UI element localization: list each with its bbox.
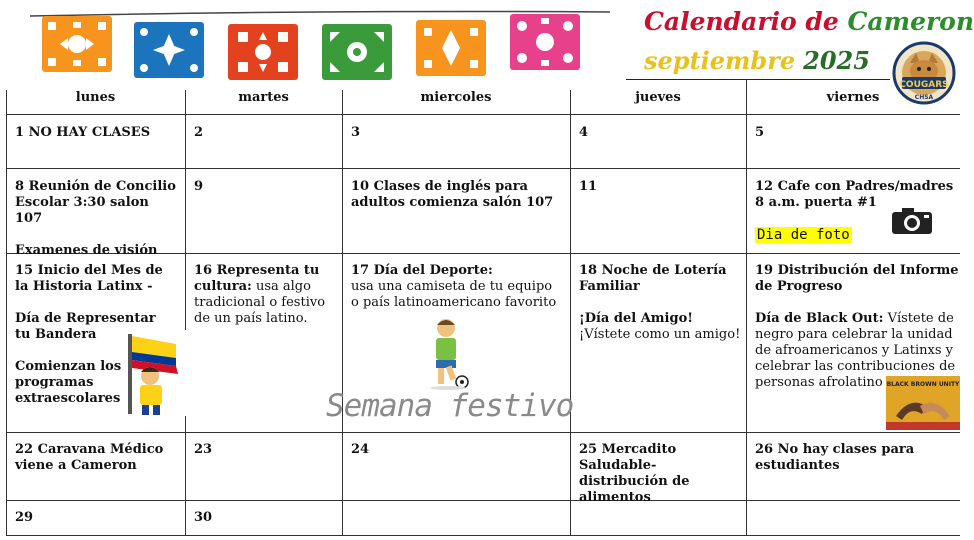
cell-sep-15-flag-day: Día de Representar tu Bandera bbox=[15, 311, 156, 342]
cell-sep-30 bbox=[194, 510, 212, 526]
logo-text: COUGARS bbox=[899, 80, 949, 90]
cell-sep-19-title: 19 Distribución del Informe de Progreso bbox=[755, 263, 959, 294]
cell-sep-22 bbox=[15, 442, 180, 474]
cell-sep-4 bbox=[579, 125, 588, 141]
cell-sep-29-text: 29 bbox=[15, 510, 34, 525]
cell-sep-17-text: usa una camiseta de tu equipo o país latinoamericano favorito bbox=[351, 279, 557, 310]
cell-sep-18-friend-day: ¡Día del Amigo! bbox=[579, 311, 693, 326]
cell-sep-11 bbox=[579, 179, 597, 195]
cell-sep-3-text: 3 bbox=[351, 125, 361, 140]
cell-sep-30-text: 30 bbox=[194, 510, 213, 525]
camera-icon bbox=[890, 206, 934, 236]
cell-sep-16-text: usa algo tradicional o festivo de un país latino. bbox=[194, 279, 326, 326]
cell-sep-29 bbox=[15, 510, 33, 526]
cell-sep-19-blackout: Día de Black Out: bbox=[755, 311, 884, 326]
poster-text: BLACK BROWN UNITY bbox=[886, 381, 960, 388]
cell-sep-9-text: 9 bbox=[194, 179, 204, 194]
title-word-calendario: Calendario bbox=[644, 7, 797, 36]
cell-sep-23-text: 23 bbox=[194, 442, 213, 457]
cell-sep-22-text: 22 Caravana Médico viene a Cameron bbox=[15, 442, 164, 473]
title-word-de: de bbox=[805, 7, 839, 36]
photo-day-badge: Dia de foto bbox=[757, 227, 850, 243]
cell-sep-26-text: 26 No hay clases para estudiantes bbox=[755, 442, 915, 473]
cell-sep-9 bbox=[194, 179, 203, 195]
cell-sep-3 bbox=[351, 125, 360, 141]
photo-day-wrapper bbox=[755, 227, 852, 244]
cell-sep-24 bbox=[351, 442, 369, 458]
cell-sep-24-text: 24 bbox=[351, 442, 370, 457]
cell-sep-10-text: 10 Clases de inglés para adultos comienza salón 107 bbox=[351, 179, 554, 210]
cell-sep-4-text: 4 bbox=[579, 125, 589, 140]
cell-sep-18-title: 18 Noche de Lotería Familiar bbox=[579, 263, 727, 294]
cell-sep-8-text: 8 Reunión de Concilio Escolar 3:30 salon 107 bbox=[15, 179, 176, 226]
day-header-tuesday: martes bbox=[238, 90, 289, 105]
cell-sep-10 bbox=[351, 179, 563, 211]
cell-sep-16-title: 16 Representa tu cultura: bbox=[194, 263, 320, 294]
cell-sep-25-text: 25 Mercadito Saludable- distribución de alimentos bbox=[579, 442, 690, 505]
cell-sep-18 bbox=[579, 263, 741, 343]
cell-sep-1 bbox=[15, 125, 180, 141]
cell-sep-5 bbox=[755, 125, 764, 141]
title-month: septiembre bbox=[644, 46, 796, 75]
cell-sep-11-text: 11 bbox=[579, 179, 598, 194]
cell-sep-1-text: 1 NO HAY CLASES bbox=[15, 125, 151, 140]
day-header-thursday: jueves bbox=[635, 90, 681, 105]
title-word-cameron: Cameron bbox=[847, 7, 974, 36]
festive-week-overlay: Semana festivo bbox=[326, 388, 574, 424]
cell-sep-26 bbox=[755, 442, 935, 474]
cell-sep-19 bbox=[755, 263, 960, 391]
cell-sep-5-text: 5 bbox=[755, 125, 765, 140]
kid-with-flag-image bbox=[126, 330, 182, 416]
day-header-friday: viernes bbox=[826, 90, 880, 105]
unity-poster-image bbox=[886, 376, 960, 430]
logo-subtext: CHSA bbox=[914, 94, 934, 101]
cell-sep-8-vision-exam: Examenes de visión bbox=[15, 243, 158, 258]
cell-sep-8 bbox=[15, 179, 180, 259]
day-header-monday: lunes bbox=[75, 90, 116, 105]
day-header-wednesday: miercoles bbox=[420, 90, 492, 105]
soccer-kid-image bbox=[426, 316, 472, 392]
cell-sep-19-text: Vístete de negro para celebrar la unidad de afroamericanos y Latinxs y celebrar las contribuciones de personas afrolatino bbox=[755, 311, 956, 390]
cell-sep-25 bbox=[579, 442, 741, 506]
cell-sep-18-text: ¡Vístete como un amigo! bbox=[579, 327, 741, 342]
cell-sep-16 bbox=[194, 263, 336, 327]
title-year: 2025 bbox=[803, 46, 870, 75]
cell-sep-2-text: 2 bbox=[194, 125, 204, 140]
cell-sep-15-afterschool: Comienzan los programas extraescolares bbox=[15, 359, 122, 406]
cell-sep-17 bbox=[351, 263, 563, 311]
cell-sep-23 bbox=[194, 442, 212, 458]
cell-sep-17-title: 17 Día del Deporte: bbox=[351, 263, 493, 278]
cell-sep-12-text: 12 Cafe con Padres/madres 8 a.m. puerta #1 bbox=[755, 179, 954, 210]
cell-sep-2 bbox=[194, 125, 203, 141]
cell-sep-15-text: 15 Inicio del Mes de la Historia Latinx - bbox=[15, 263, 163, 294]
